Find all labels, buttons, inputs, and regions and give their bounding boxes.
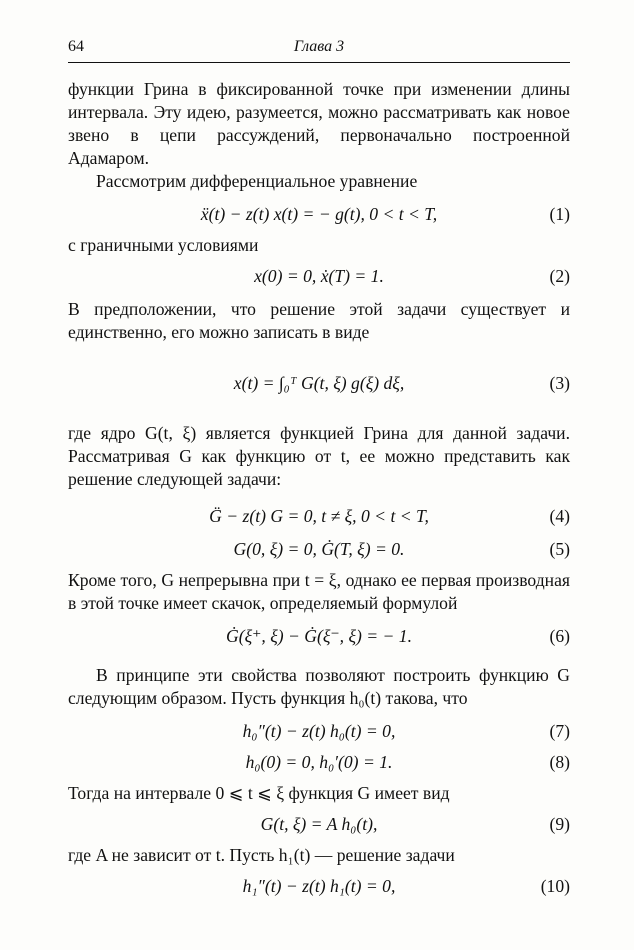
equation-expr: ẍ(t) − z(t) x(t) = − g(t), 0 < t < T,: [200, 204, 438, 224]
equation-2: [68, 265, 570, 288]
equation-number: (2): [549, 266, 570, 286]
equation-3: [68, 352, 570, 414]
equation-number: (9): [549, 814, 570, 834]
equation-expr: Ġ(ξ⁺, ξ) − Ġ(ξ⁻, ξ) = − 1.: [226, 626, 412, 646]
equation-8: [68, 751, 570, 774]
equation-expr: h₀″(t) − z(t) h₀(t) = 0,: [242, 721, 396, 741]
equation-7: [68, 720, 570, 743]
equation-number: (5): [549, 539, 570, 559]
equation-9: [68, 813, 570, 836]
equation-expr: h₀(0) = 0, h₀′(0) = 1.: [245, 752, 393, 772]
paragraph: где A не зависит от t. Пусть h₁(t) — решение задачи: [68, 845, 455, 865]
running-header: [68, 36, 570, 60]
equation-number: (1): [549, 204, 570, 224]
page-body: [68, 78, 570, 898]
equation-expr: G̈ − z(t) G = 0, t ≠ ξ, 0 < t < T,: [209, 506, 429, 526]
paragraph: функции Грина в фиксированной точке при изменении длины интервала. Эту идею, разумеется, можно рассматривать как новое звено в цепи рассуждений, первоначально построенной Адамаром.: [68, 79, 570, 168]
equation-expr: h₁″(t) − z(t) h₁(t) = 0,: [242, 876, 396, 896]
equation-expr: G(0, ξ) = 0, Ġ(T, ξ) = 0.: [233, 539, 405, 559]
equation-number: (7): [549, 721, 570, 741]
paragraph: Рассмотрим дифференциальное уравнение: [96, 171, 418, 191]
equation-6: [68, 625, 570, 648]
paragraph: В предположении, что решение этой задачи существует и единственно, его можно записать в виде: [68, 299, 570, 342]
equation-4: [68, 505, 570, 528]
equation-number: (6): [549, 626, 570, 646]
equation-expr: G(t, ξ) = A h₀(t),: [260, 814, 378, 834]
equation-number: (8): [549, 752, 570, 772]
paragraph: В принципе эти свойства позволяют построить функцию G следующим образом. Пусть функция h₀(t) такова, что: [68, 665, 570, 708]
equation-10: [68, 875, 570, 898]
paragraph: где ядро G(t, ξ) является функцией Грина для данной задачи. Рассматривая G как функцию от t, ее можно представить как решение следующей задачи:: [68, 423, 570, 489]
paragraph: Кроме того, G непрерывна при t = ξ, однако ее первая производная в этой точке имеет скачок, определяемый формулой: [68, 570, 570, 613]
page-number: 64: [68, 38, 84, 55]
equation-number: (4): [549, 506, 570, 526]
paragraph: с граничными условиями: [68, 235, 259, 255]
header-rule: [68, 62, 570, 63]
equation-1: [68, 203, 570, 226]
chapter-title: Глава 3: [293, 38, 345, 55]
equation-expr: x(0) = 0, ẋ(T) = 1.: [254, 266, 384, 286]
equation-expr: x(t) = ∫₀ᵀ G(t, ξ) g(ξ) dξ,: [233, 373, 405, 393]
equation-number: (10): [540, 876, 570, 896]
equation-5: [68, 538, 570, 561]
equation-number: (3): [549, 373, 570, 393]
paragraph: Тогда на интервале 0 ⩽ t ⩽ ξ функция G имеет вид: [68, 783, 450, 803]
